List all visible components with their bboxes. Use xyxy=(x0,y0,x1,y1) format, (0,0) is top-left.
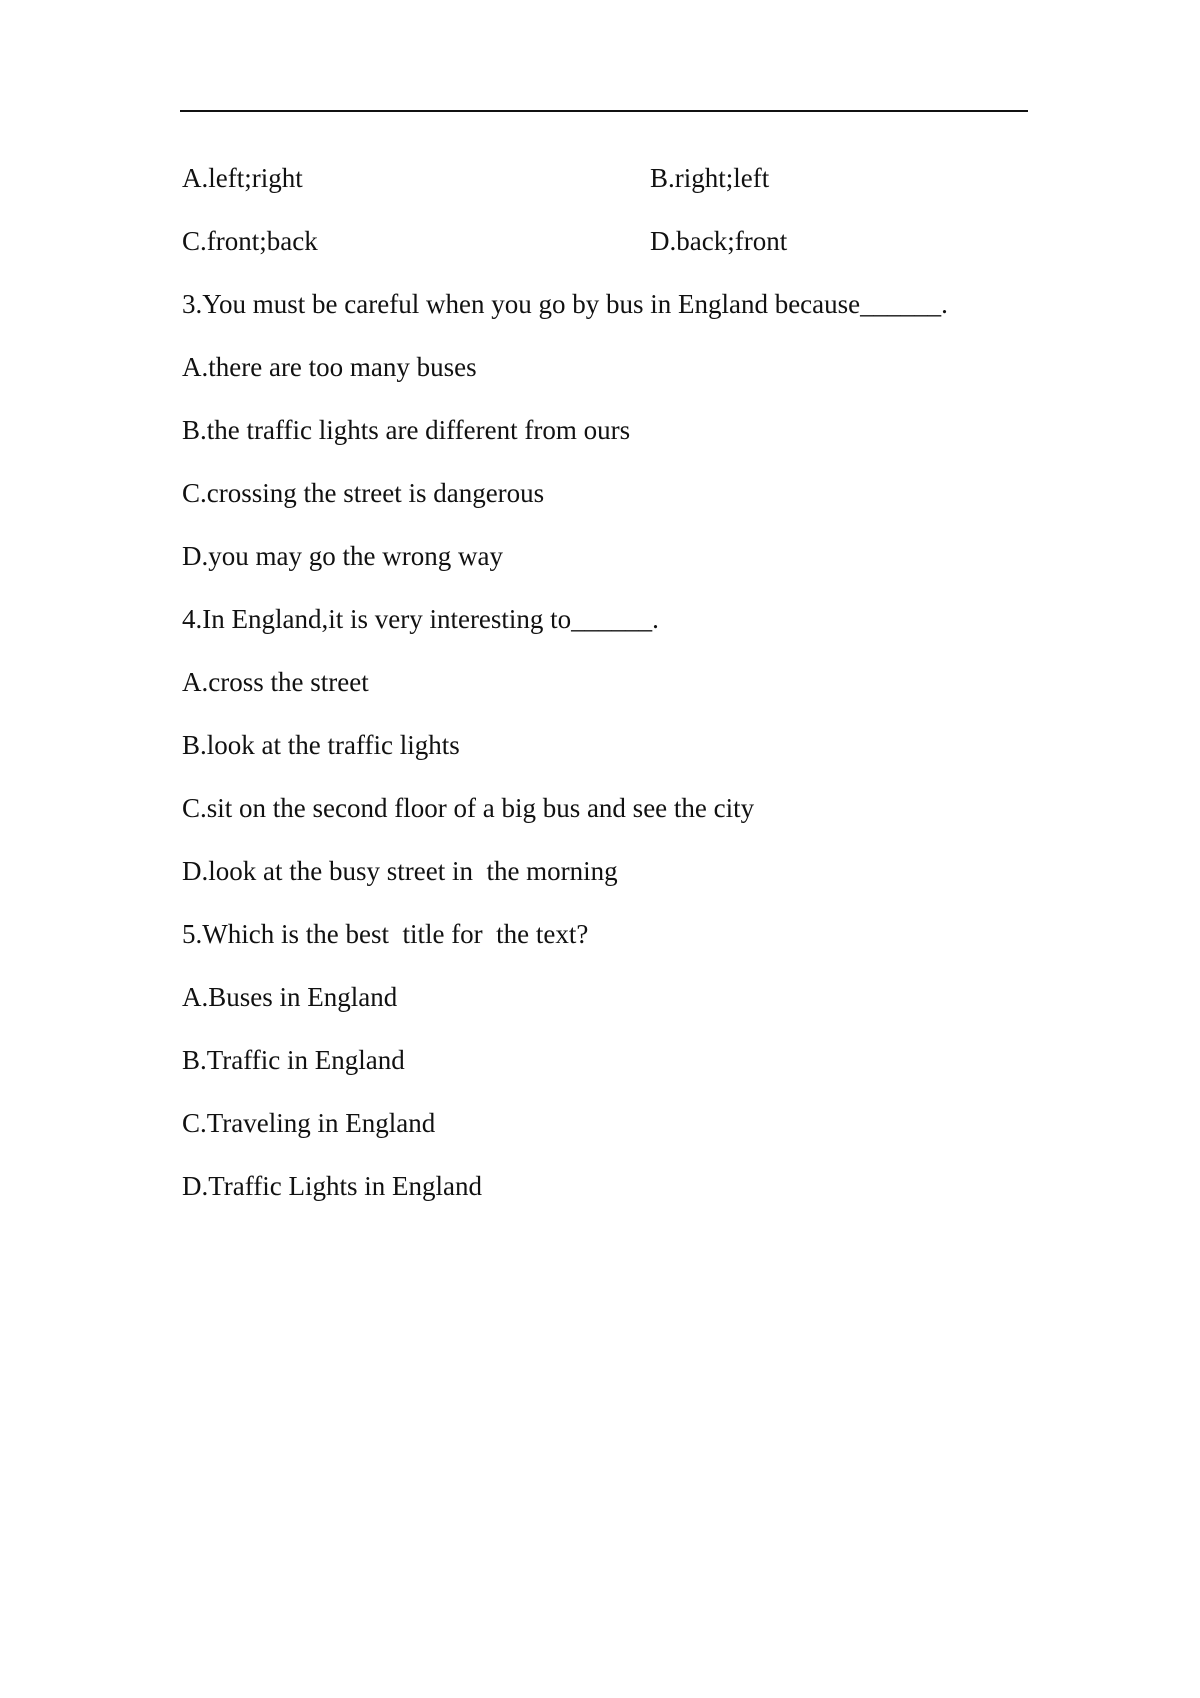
q5-option-b: B.Traffic in England xyxy=(182,1045,405,1075)
q3-question: 3.You must be careful when you go by bus in England because______. xyxy=(182,289,948,319)
q3-option-a: A.there are too many buses xyxy=(182,352,477,382)
q3-option-b: B.the traffic lights are different from ours xyxy=(182,415,631,445)
q4-option-b: B.look at the traffic lights xyxy=(182,730,460,760)
q2-option-b: B.right;left xyxy=(650,163,770,193)
q4-option-c: C.sit on the second floor of a big bus and see the city xyxy=(182,793,755,823)
header-rule xyxy=(180,110,1028,112)
q5-question: 5.Which is the best title for the text? xyxy=(182,919,589,949)
q2-option-c: C.front;back xyxy=(182,226,318,256)
q2-option-d: D.back;front xyxy=(650,226,788,256)
q3-option-d: D.you may go the wrong way xyxy=(182,541,503,571)
q5-option-d: D.Traffic Lights in England xyxy=(182,1171,482,1201)
q4-option-a: A.cross the street xyxy=(182,667,369,697)
q3-option-c: C.crossing the street is dangerous xyxy=(182,478,545,508)
q5-option-a: A.Buses in England xyxy=(182,982,398,1012)
q4-question: 4.In England,it is very interesting to______. xyxy=(182,604,659,634)
q4-option-d: D.look at the busy street in the morning xyxy=(182,856,618,886)
q5-option-c: C.Traveling in England xyxy=(182,1108,436,1138)
q2-option-a: A.left;right xyxy=(182,163,303,193)
